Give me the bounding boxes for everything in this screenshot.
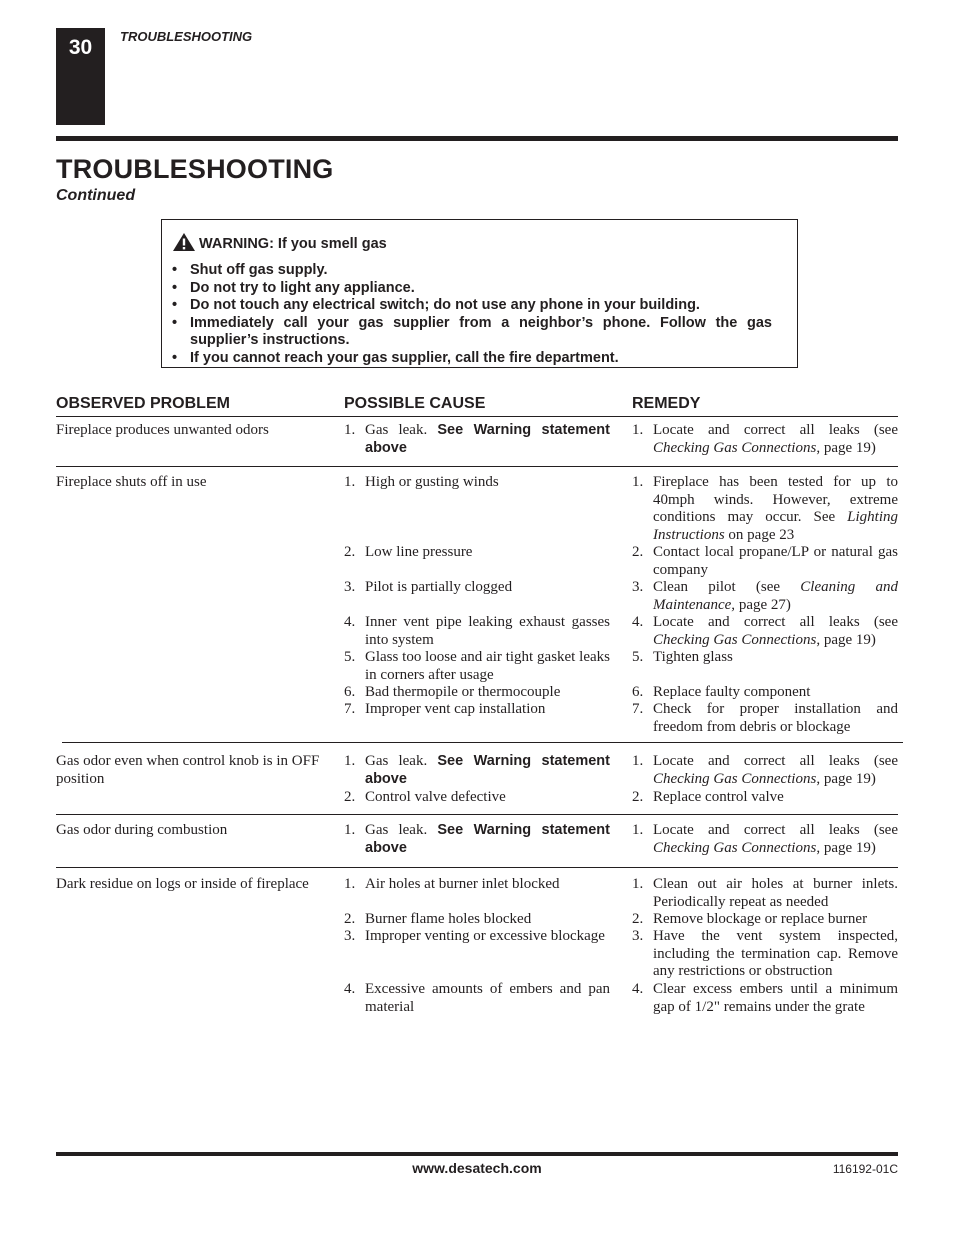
item-text [365, 876, 610, 894]
item-text-part: Low line pressure [365, 544, 473, 560]
item-text-part: Improper venting or excessive blockage [365, 928, 605, 944]
item-text [653, 649, 898, 667]
item-number: 4. [632, 981, 644, 997]
section-reference: Cleaning and Maintenance, [653, 579, 899, 613]
page-title: TROUBLESHOOTING [56, 154, 334, 184]
item-text [365, 928, 610, 946]
item-number: 1. [632, 422, 644, 438]
possible-cause-item [344, 422, 610, 457]
item-number: 1. [632, 822, 644, 838]
possible-cause-item [344, 876, 610, 894]
page-number: 30 [68, 36, 93, 59]
warning-item: • Immediately call your gas supplier from a neighbor’s phone. Follow the gas supplier’s instructions. [172, 315, 772, 350]
item-text [365, 474, 610, 492]
item-number: 4. [632, 614, 644, 630]
item-text [653, 822, 898, 857]
item-text [365, 684, 610, 702]
item-text-part: Inner vent pipe leaking exhaust gasses into system [365, 614, 610, 648]
page-reference: , page 19) [816, 839, 876, 856]
possible-cause-item [344, 911, 610, 929]
remedy-item [632, 981, 898, 1016]
possible-cause-item [344, 789, 610, 807]
possible-cause-item [344, 981, 610, 1016]
page-reference: , page 19) [816, 770, 876, 787]
item-number: 1. [632, 753, 644, 769]
item-text-part: Locate and correct all leaks (see [653, 422, 898, 438]
page-number-tab [56, 28, 105, 125]
possible-cause-item [344, 753, 610, 788]
item-text [365, 701, 610, 719]
row-divider [62, 742, 903, 743]
item-text-part: Check for proper installation and freedom from debris or blockage [653, 701, 898, 735]
observed-problem: Gas odor even when control knob is in OFF position [56, 753, 320, 787]
item-text-part: Fireplace has been tested for up to 40mph winds. However, extreme conditions may occur. See [653, 474, 898, 525]
item-number: 2. [344, 544, 356, 560]
remedy-item [632, 579, 898, 614]
remedy-item [632, 876, 898, 911]
item-text [653, 928, 898, 981]
item-text [653, 579, 898, 614]
possible-cause-item [344, 684, 610, 702]
column-header-problem: OBSERVED PROBLEM [56, 395, 230, 412]
item-text-part: Clean out air holes at burner inlets. Periodically repeat as needed [653, 876, 898, 910]
remedy-item [632, 701, 898, 736]
item-text-part: Control valve defective [365, 789, 506, 805]
possible-cause-item [344, 614, 610, 649]
item-text [365, 822, 610, 857]
possible-cause-item [344, 474, 610, 492]
item-text [365, 422, 610, 457]
remedy-item [632, 649, 898, 667]
section-reference: Checking Gas Connections [653, 631, 817, 648]
page-reference: , page 19) [816, 439, 876, 456]
item-text [653, 701, 898, 736]
running-header: TROUBLESHOOTING [120, 29, 253, 44]
item-text-part: Clean pilot (see [653, 579, 801, 595]
item-text-part: Tighten glass [653, 649, 733, 665]
row-divider [56, 466, 898, 467]
item-text [653, 684, 898, 702]
item-text-part: Locate and correct all leaks (see [653, 614, 898, 630]
item-text-part: Remove blockage or replace burner [653, 911, 868, 927]
gas-warning-box [161, 219, 798, 368]
item-text [365, 753, 610, 788]
possible-cause-item [344, 822, 610, 857]
item-text [365, 544, 610, 562]
header-rule [56, 136, 898, 141]
item-number: 3. [344, 579, 356, 595]
item-text-part: Improper vent cap installation [365, 701, 546, 717]
item-text [653, 422, 898, 457]
remedy-item [632, 684, 898, 702]
item-text-part: Contact local propane/LP or natural gas company [653, 544, 898, 578]
item-text-part: Locate and correct all leaks (see [653, 753, 898, 769]
item-text [365, 649, 610, 684]
item-text-part: Gas leak. [365, 422, 438, 438]
warning-item: • Do not try to light any appliance. [172, 280, 772, 298]
item-text [365, 579, 610, 597]
item-text-part: Bad thermopile or thermocouple [365, 684, 561, 700]
warning-item: • Do not touch any electrical switch; do not use any phone in your building. [172, 297, 772, 315]
item-text-part: Gas leak. [365, 822, 438, 838]
remedy-item [632, 753, 898, 788]
item-number: 1. [344, 822, 356, 838]
item-number: 6. [344, 684, 356, 700]
item-text-part: Burner flame holes blocked [365, 911, 532, 927]
possible-cause-item [344, 649, 610, 684]
item-number: 4. [344, 614, 356, 630]
remedy-item [632, 822, 898, 857]
observed-problem: Gas odor during combustion [56, 822, 228, 838]
column-header-cause: POSSIBLE CAUSE [344, 395, 486, 412]
page-reference: page 27) [735, 596, 791, 613]
remedy-item [632, 474, 898, 544]
row-divider [56, 814, 898, 815]
remedy-item [632, 422, 898, 457]
warning-reference: See Warning statement above [365, 753, 610, 787]
item-number: 3. [344, 928, 356, 944]
item-number: 1. [344, 422, 356, 438]
item-number: 1. [632, 474, 644, 490]
remedy-item [632, 911, 898, 929]
item-text-part: Locate and correct all leaks (see [653, 822, 898, 838]
warning-item: • If you cannot reach your gas supplier, call the fire department. [172, 350, 772, 368]
item-text-part: Glass too loose and air tight gasket leaks in corners after usage [365, 649, 610, 683]
page-reference: , page 19) [816, 631, 876, 648]
warning-triangle-icon [172, 232, 196, 252]
item-number: 2. [632, 544, 644, 560]
item-text-part: Air holes at burner inlet blocked [365, 876, 560, 892]
item-text-part: Have the vent system inspected, including the termination cap. Remove any restrictions or obstruction [653, 928, 898, 979]
item-number: 6. [632, 684, 644, 700]
warning-heading-text: WARNING: If you smell gas [199, 236, 387, 252]
item-text [365, 614, 610, 649]
remedy-item [632, 614, 898, 649]
footer-rule [56, 1152, 898, 1156]
item-number: 5. [344, 649, 356, 665]
item-number: 1. [344, 474, 356, 490]
observed-problem: Fireplace shuts off in use [56, 474, 207, 490]
warning-heading [172, 232, 387, 252]
item-text [653, 911, 898, 929]
item-number: 2. [632, 911, 644, 927]
warning-reference: See Warning statement above [365, 822, 610, 856]
page-subtitle: Continued [56, 187, 136, 204]
column-header-remedy: REMEDY [632, 395, 701, 412]
page-reference: on page 23 [724, 526, 795, 543]
item-text [653, 981, 898, 1016]
item-text [653, 614, 898, 649]
remedy-item [632, 928, 898, 981]
possible-cause-item [344, 544, 610, 562]
item-number: 2. [344, 911, 356, 927]
item-number: 2. [632, 789, 644, 805]
observed-problem: Dark residue on logs or inside of fireplace [56, 876, 309, 892]
item-text-part: Pilot is partially clogged [365, 579, 513, 595]
document-code: 116192-01C [832, 1162, 898, 1176]
item-number: 7. [632, 701, 644, 717]
item-number: 3. [632, 579, 644, 595]
item-number: 5. [632, 649, 644, 665]
item-text-part: Replace faulty component [653, 684, 811, 700]
warning-reference: See Warning statement above [365, 422, 610, 456]
item-text [365, 911, 610, 929]
item-text [653, 544, 898, 579]
item-text-part: Excessive amounts of embers and pan material [365, 981, 610, 1015]
remedy-item [632, 544, 898, 579]
warning-item: • Shut off gas supply. [172, 262, 772, 280]
item-text [365, 789, 610, 807]
item-text [653, 474, 898, 544]
item-text-part: High or gusting winds [365, 474, 499, 490]
section-reference: Checking Gas Connections [653, 439, 817, 456]
section-reference: Lighting Instructions [653, 509, 898, 543]
item-text [653, 876, 898, 911]
item-number: 4. [344, 981, 356, 997]
row-divider [56, 867, 898, 868]
item-text-part: Clear excess embers until a minimum gap of 1/2" remains under the grate [653, 981, 898, 1015]
remedy-item [632, 789, 898, 807]
possible-cause-item [344, 579, 610, 597]
item-text-part: Gas leak. [365, 753, 438, 769]
possible-cause-item [344, 928, 610, 946]
item-text [653, 753, 898, 788]
item-text [653, 789, 898, 807]
item-number: 1. [632, 876, 644, 892]
item-number: 2. [344, 789, 356, 805]
table-header-rule [56, 416, 898, 417]
item-number: 1. [344, 876, 356, 892]
section-reference: Checking Gas Connections [653, 839, 817, 856]
warning-list [172, 262, 772, 367]
observed-problem: Fireplace produces unwanted odors [56, 422, 269, 438]
item-number: 3. [632, 928, 644, 944]
item-number: 7. [344, 701, 356, 717]
item-number: 1. [344, 753, 356, 769]
possible-cause-item [344, 701, 610, 719]
section-reference: Checking Gas Connections [653, 770, 817, 787]
item-text [365, 981, 610, 1016]
item-text-part: Replace control valve [653, 789, 784, 805]
footer-url: www.desatech.com [412, 1160, 542, 1176]
